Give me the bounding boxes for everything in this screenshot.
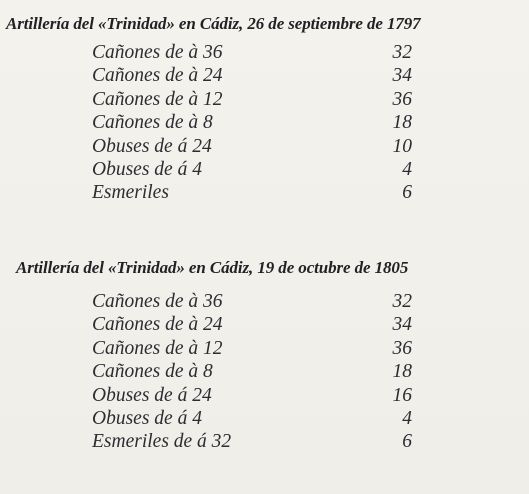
table-row bbox=[92, 384, 412, 407]
section-title-1805: Artillería del «Trinidad» en Cádiz, 19 de octubre de 1805 bbox=[16, 258, 409, 277]
row-label: Obuses de á 4 bbox=[92, 407, 202, 429]
row-value: 34 bbox=[392, 314, 412, 336]
row-value: 6 bbox=[402, 431, 412, 453]
table-row bbox=[92, 313, 412, 336]
row-label: Obuses de á 24 bbox=[92, 135, 212, 157]
row-label: Esmeriles de á 32 bbox=[92, 431, 232, 453]
row-value: 36 bbox=[392, 88, 412, 110]
row-value: 4 bbox=[402, 407, 412, 429]
row-label: Cañones de à 12 bbox=[92, 337, 223, 359]
row-value: 36 bbox=[392, 337, 412, 359]
row-value: 18 bbox=[392, 112, 412, 134]
table-row bbox=[92, 88, 412, 111]
row-value: 32 bbox=[392, 291, 412, 312]
table-row bbox=[92, 430, 412, 453]
row-value: 18 bbox=[392, 361, 412, 383]
table-row bbox=[92, 41, 412, 64]
row-label: Esmeriles bbox=[92, 182, 169, 204]
table-row bbox=[92, 290, 412, 313]
table-row bbox=[92, 64, 412, 87]
table-row bbox=[92, 158, 412, 181]
section-title-1797: Artillería del «Trinidad» en Cádiz, 26 de septiembre de 1797 bbox=[6, 14, 421, 33]
row-value: 32 bbox=[392, 42, 412, 63]
row-value: 4 bbox=[402, 158, 412, 180]
row-label: Cañones de à 24 bbox=[92, 65, 223, 87]
row-label: Cañones de à 24 bbox=[92, 314, 223, 336]
table-row bbox=[92, 135, 412, 158]
artillery-table-1805 bbox=[92, 290, 412, 454]
row-label: Cañones de à 12 bbox=[92, 88, 223, 110]
row-label: Obuses de á 24 bbox=[92, 384, 212, 406]
row-label: Cañones de à 8 bbox=[92, 361, 213, 383]
artillery-table-1797 bbox=[92, 41, 412, 205]
row-label: Obuses de á 4 bbox=[92, 158, 202, 180]
table-row bbox=[92, 111, 412, 134]
table-row bbox=[92, 407, 412, 430]
row-value: 10 bbox=[392, 135, 412, 157]
row-value: 34 bbox=[392, 65, 412, 87]
row-label: Cañones de à 36 bbox=[92, 291, 223, 312]
table-row bbox=[92, 337, 412, 360]
table-row bbox=[92, 360, 412, 383]
row-value: 6 bbox=[402, 182, 412, 204]
table-row bbox=[92, 181, 412, 204]
row-value: 16 bbox=[392, 384, 412, 406]
row-label: Cañones de à 8 bbox=[92, 112, 213, 134]
row-label: Cañones de à 36 bbox=[92, 42, 223, 63]
